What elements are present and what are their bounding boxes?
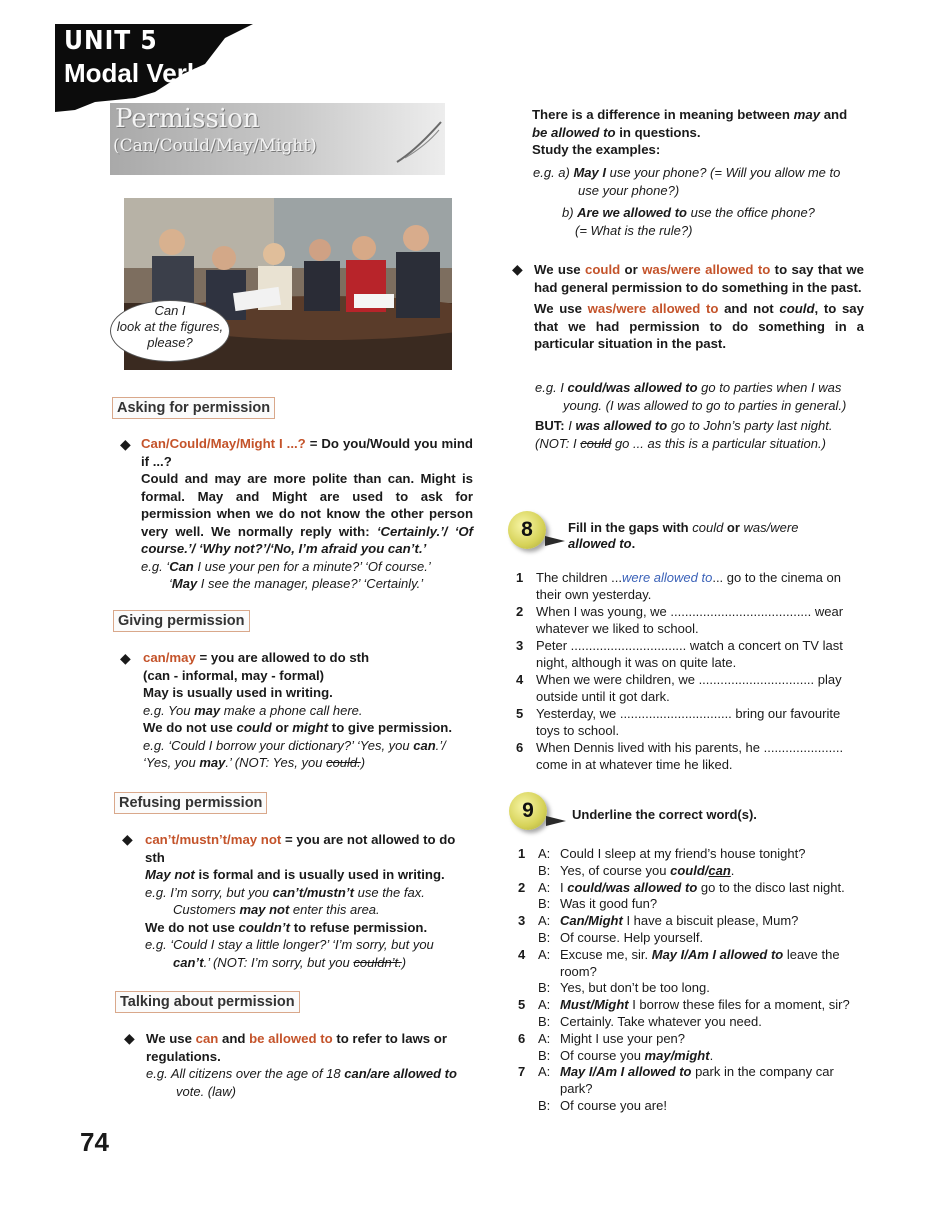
permission-title: Permission [115, 104, 260, 134]
red-keyword: can [195, 1031, 219, 1046]
choice-separator: / [704, 862, 709, 878]
dialogue-text: room? [560, 963, 597, 979]
exercise-8-instruction: Fill in the gaps with could or was/were allowed to. [568, 520, 799, 551]
list-item [516, 671, 876, 705]
ex-text: use your phone? (= Will you allow me to [605, 165, 841, 180]
instr-italic: was/were [743, 520, 799, 535]
item-text[interactable]: Peter ................................ watch a concert on TV last [536, 638, 843, 653]
past-permission-text [534, 261, 864, 353]
speaker-label: A: [538, 946, 551, 962]
choice-option[interactable]: could [670, 862, 705, 878]
difference-examples [533, 164, 873, 239]
unit-title: Modal Verbs [64, 58, 218, 88]
choice-option[interactable]: May I/Am I allowed to [560, 1064, 692, 1080]
choice-option[interactable]: may/might [644, 1047, 710, 1063]
dialogue-text: I [560, 879, 568, 895]
caption-line: look at the figures, [116, 319, 224, 334]
rule-text: and not [718, 301, 780, 316]
badge-pointer [545, 536, 565, 546]
ex-text: go ... as this is a particular situation.) [611, 435, 826, 451]
speaker-label: A: [538, 913, 551, 929]
item-text[interactable]: When I was young, we ....................................... wear [536, 604, 844, 619]
choice-option[interactable]: May I/Am I allowed to [651, 946, 784, 962]
rule-italic: could [779, 301, 815, 316]
bullet-diamond: ◆ [124, 1030, 135, 1046]
section-heading-refusing: Refusing permission [114, 792, 267, 814]
item-number: 5 [518, 997, 526, 1013]
exercise-number-badge: 8 [508, 511, 546, 549]
rule-text: in questions. [615, 124, 701, 140]
rule-text: There is a difference in meaning between [532, 107, 794, 122]
dialogue-text: Yes, of course you [560, 862, 671, 878]
rule-text: (can - informal, may - formal) [143, 667, 324, 683]
item-number: 1 [516, 570, 524, 585]
ex-text: (NOT: I [535, 435, 581, 451]
dialogue-text: Could I sleep at my friend’s house tonight? [560, 846, 806, 861]
speaker-label: B: [538, 980, 551, 996]
section-heading-giving: Giving permission [113, 610, 250, 632]
rule-text: May is usually used in writing. [143, 685, 333, 700]
rule-italic: might [292, 720, 329, 735]
instr-italic: allowed to [568, 536, 632, 551]
dialogue-text: Was it good fun? [560, 896, 658, 912]
dialogue-text: Excuse me, sir. [560, 946, 652, 962]
dialogue-text: I have a biscuit please, Mum? [622, 913, 799, 929]
item-number: 3 [516, 638, 524, 653]
bullet-text: = you are allowed to do sth [195, 650, 370, 665]
item-text: outside until it got dark. [536, 689, 670, 704]
unit-number: UNIT 5 [64, 26, 158, 56]
item-text: come in at whatever time he liked. [536, 757, 733, 772]
list-item [516, 739, 876, 773]
ex-text: use your phone?) [578, 182, 680, 198]
ex-strike: couldn’t. [353, 954, 402, 970]
reply-quotes: ‘Certainly.’/ ‘Of course.’/ ‘Why not?’/‘No, I’m afraid you can’t.’ [141, 523, 474, 556]
ex-text: e.g. I [535, 380, 568, 395]
exercise-number-badge: 9 [509, 792, 547, 830]
rule-italic: couldn’t [238, 919, 291, 935]
ex-bold: may not [239, 902, 290, 917]
ex-text: e.g. All citizens over the age of 18 [146, 1066, 345, 1081]
ex-text: go to John’s party last night. [667, 418, 833, 433]
ex-text: .’/ [435, 737, 446, 753]
caption-line: Can I [154, 303, 186, 318]
red-keyword: was/were allowed to [642, 262, 771, 277]
ex-strike: could. [326, 755, 361, 770]
red-keyword: can/may [143, 650, 196, 665]
refusing-permission-text [145, 831, 477, 971]
rule-italic: be allowed to [532, 124, 616, 140]
bullet-diamond: ◆ [120, 650, 131, 666]
rule-text: to refuse permission. [290, 919, 428, 935]
section-heading-asking: Asking for permission [112, 397, 275, 419]
dialogue-text: Might I use your pen? [560, 1030, 686, 1046]
ex-text: vote. (law) [176, 1083, 236, 1099]
bullet-text: = you are not allowed to do sth [145, 832, 456, 865]
item-text[interactable]: Yesterday, we ............................... bring our favourite [536, 706, 841, 721]
ex-text: ‘ [169, 576, 172, 591]
item-number: 4 [516, 672, 524, 687]
ex-bold: can/are allowed to [344, 1066, 457, 1081]
rule-text: or [271, 720, 293, 735]
rule-text: We use [534, 262, 586, 277]
giving-permission-text [143, 649, 478, 772]
ex-text: I use your pen for a minute?’ ‘Of course.’ [193, 558, 431, 574]
ex-text: e.g. ‘Could I stay a little longer?’ ‘I’m sorry, but you [145, 937, 434, 952]
item-text[interactable]: When we were children, we ................................ play [536, 672, 842, 687]
ex-text: use the fax. [354, 884, 425, 900]
ex-bold: May [171, 576, 198, 591]
choice-option[interactable]: could/was allowed to [567, 879, 698, 895]
past-examples [535, 379, 875, 452]
dialogue-text: go to the disco last night. [697, 879, 845, 895]
ex-text: b) [562, 205, 578, 220]
rule-italic: May not [145, 867, 195, 882]
talking-permission-text [146, 1030, 478, 1100]
speaker-label: B: [538, 862, 551, 878]
list-item [516, 705, 876, 739]
item-number: 5 [516, 706, 524, 721]
ex-text: e.g. ‘Could I borrow your dictionary?’ ‘Yes, you [143, 737, 414, 753]
dialogue-text: I borrow these files for a moment, sir? [628, 997, 850, 1013]
bullet-text: = Do you/Would you mind if ...? [141, 436, 473, 469]
page-number: 74 [80, 1127, 109, 1157]
item-number: 4 [518, 946, 526, 962]
exercise-8-items [516, 569, 876, 773]
speaker-label: B: [538, 896, 551, 912]
ex-text: .’ (NOT: I’m sorry, but you [203, 954, 354, 970]
bullet-diamond: ◆ [512, 261, 523, 277]
photo-speech-bubble [110, 300, 230, 362]
instr-text: or [723, 520, 744, 535]
ex-text: e.g. I’m sorry, but you [145, 884, 273, 900]
rule-text: and [218, 1031, 250, 1046]
item-number: 2 [518, 879, 526, 895]
exercise-9-instruction: Underline the correct word(s). [572, 807, 757, 822]
bullet-diamond: ◆ [120, 436, 131, 452]
list-item [516, 569, 876, 603]
rule-text: , to say that we had permission to do something in a particular situation in the past. [534, 301, 864, 351]
ex-bold: May I [573, 165, 606, 180]
dialogue-text: park in the company car [691, 1064, 834, 1080]
speaker-label: B: [538, 1047, 551, 1063]
permission-subtitle: (Can/Could/May/Might) [113, 136, 317, 156]
pen-stroke-decoration [395, 118, 445, 166]
red-keyword: be allowed to [249, 1031, 333, 1046]
ex-bold: may [199, 755, 226, 770]
red-keyword: could [585, 262, 621, 277]
item-number: 3 [518, 913, 526, 929]
item-text: The children ... [536, 570, 622, 585]
rule-text: and [820, 107, 848, 122]
ex-bold: Can [169, 558, 194, 574]
ex-text: make a phone call here. [220, 702, 363, 718]
ex-text: e.g. a) [533, 165, 574, 180]
speaker-label: A: [538, 1030, 551, 1046]
rule-italic: could [236, 720, 272, 735]
ex-bold: was allowed to [575, 418, 668, 433]
filled-answer: were allowed to [622, 570, 713, 585]
badge-pointer [546, 816, 566, 826]
ex-text: ‘Yes, you [143, 755, 200, 770]
rule-italic: may [793, 107, 821, 122]
item-number: 6 [516, 740, 524, 755]
ex-bold: can’t/mustn’t [272, 884, 355, 900]
dialogue-text: . [709, 1047, 714, 1063]
asking-permission-text [141, 435, 473, 593]
dialogue-text: Of course you are! [560, 1097, 667, 1113]
rule-text: or [620, 262, 643, 277]
speaker-label: B: [538, 1013, 551, 1029]
ex-text: Customers [173, 902, 240, 917]
speaker-label: A: [538, 846, 551, 861]
dialogue-text: Yes, but don’t be too long. [560, 980, 710, 996]
rule-text: to refer to laws or regulations. [146, 1031, 447, 1064]
red-keyword: was/were allowed to [587, 301, 719, 316]
dialogue-text: . [730, 862, 735, 878]
bullet-diamond: ◆ [122, 831, 133, 847]
ex-bold: could/was allowed to [567, 380, 698, 395]
red-keyword: can’t/mustn’t/may not [145, 832, 282, 847]
rule-text: Could and may are more polite than can. Might is formal. May and Might are used to ask for permission when we do not know the other person very well. We normally reply with: [141, 471, 473, 539]
speaker-label: A: [538, 1064, 551, 1080]
choice-option[interactable]: Can/Might [560, 913, 623, 929]
dialogue-text: park? [560, 1081, 593, 1097]
ex-text: ) [360, 755, 366, 770]
dialogue-text: Of course you [560, 1047, 645, 1063]
ex-bold: Are we allowed to [577, 205, 687, 220]
ex-text: e.g. ‘ [141, 558, 170, 574]
rule-text: is formal and is usually used in writing. [194, 867, 445, 882]
choice-option-underlined[interactable]: can [708, 862, 731, 878]
ex-text: enter this area. [289, 902, 380, 917]
ex-bold: can’t [173, 954, 204, 970]
ex-bold: BUT: [535, 418, 565, 433]
ex-bold: may [194, 702, 221, 718]
item-text: whatever we liked to school. [536, 621, 699, 636]
rule-text: to give permission. [328, 720, 452, 735]
item-text: their own yesterday. [536, 587, 652, 602]
list-item [516, 603, 876, 637]
rule-text: We do not use [143, 720, 237, 735]
difference-text [532, 106, 872, 159]
red-keyword: Can/Could/May/Might I ...? [141, 436, 306, 451]
ex-strike: could [580, 435, 612, 451]
rule-text: to say that we had general permission to do something in the past. [534, 262, 864, 295]
ex-text: (= What is the rule?) [575, 222, 693, 238]
ex-text: young. (I was allowed to go to parties in general.) [563, 397, 847, 413]
dialogue-text: leave the [783, 946, 840, 962]
item-text[interactable]: When Dennis lived with his parents, he ...................... [536, 740, 844, 755]
item-number: 2 [516, 604, 524, 619]
item-number: 1 [518, 846, 526, 861]
ex-text: ) [401, 954, 407, 970]
list-item [516, 637, 876, 671]
speaker-label: B: [538, 929, 551, 945]
dialogue-text: Of course. Help yourself. [560, 929, 704, 945]
speaker-label: B: [538, 1097, 551, 1113]
exercise-9-dialogues [518, 846, 880, 1115]
rule-text: We do not use [145, 919, 239, 935]
ex-text: go to parties when I was [697, 380, 842, 395]
speaker-label: A: [538, 879, 551, 895]
item-number: 6 [518, 1030, 526, 1046]
choice-option[interactable]: Must/Might [560, 997, 629, 1013]
ex-text: I [564, 418, 576, 433]
ex-text: e.g. You [143, 702, 195, 718]
item-number: 7 [518, 1064, 526, 1080]
dialogue-text: Certainly. Take whatever you need. [560, 1013, 762, 1029]
instr-text: Fill in the gaps with [568, 520, 693, 535]
speaker-label: A: [538, 997, 551, 1013]
ex-text: .’ (NOT: Yes, you [225, 755, 327, 770]
ex-bold: can [413, 737, 436, 753]
rule-text: We use [146, 1031, 196, 1046]
ex-text: use the office phone? [686, 205, 815, 220]
rule-text: Study the examples: [532, 142, 661, 157]
item-text: toys to school. [536, 723, 620, 738]
section-heading-talking: Talking about permission [115, 991, 300, 1013]
ex-text: I see the manager, please?’ ‘Certainly.’ [197, 576, 424, 591]
caption-line: please? [147, 335, 193, 350]
instr-italic: could [692, 520, 724, 535]
item-text: night, although it was on quite late. [536, 655, 737, 670]
item-text: ... go to the cinema on [712, 570, 841, 585]
rule-text: We use [534, 301, 588, 316]
